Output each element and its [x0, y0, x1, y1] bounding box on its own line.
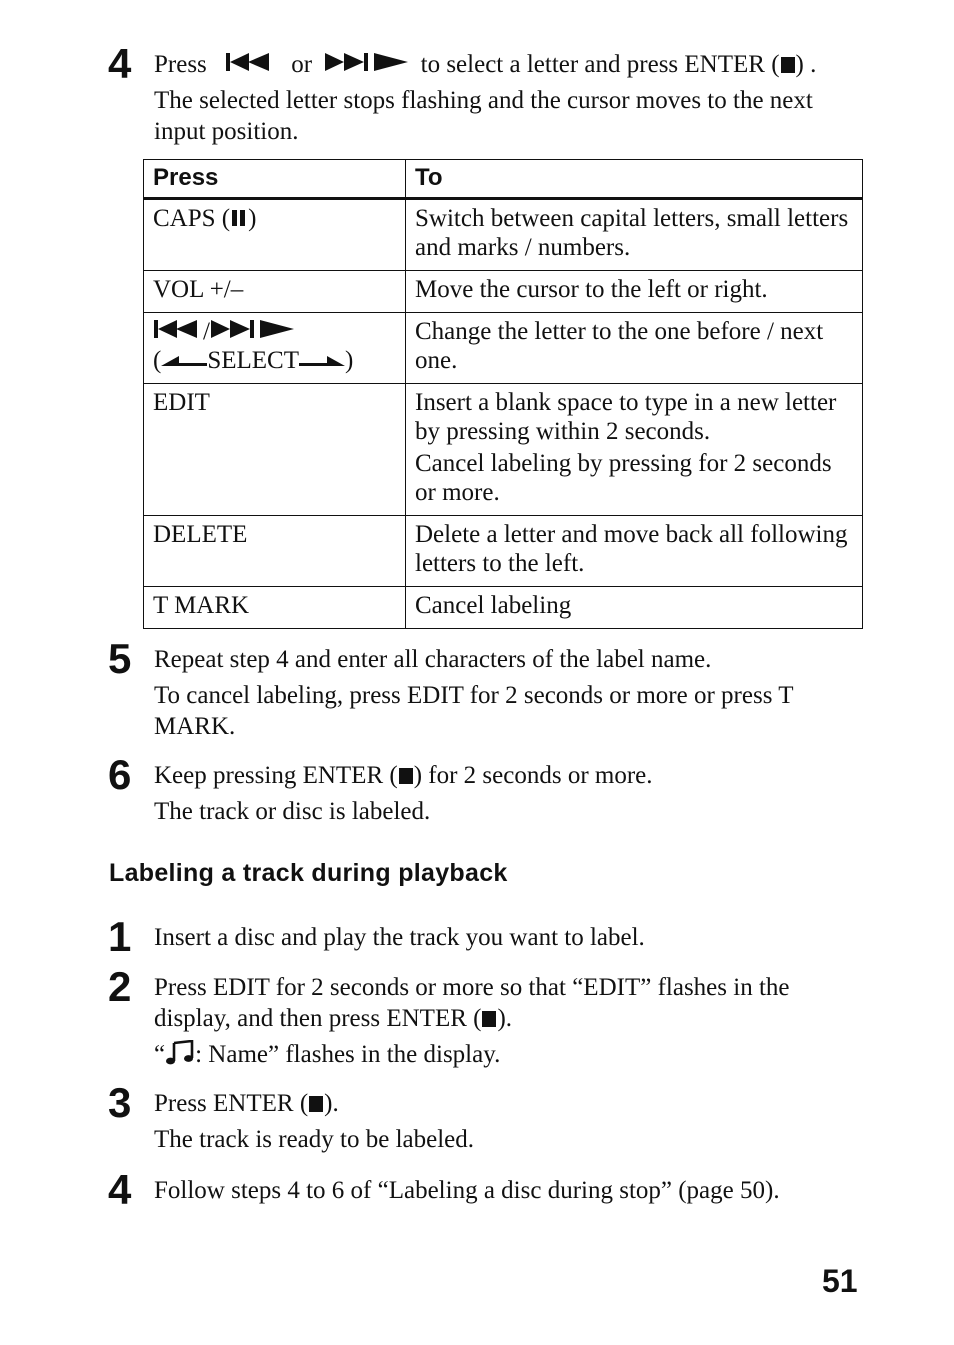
step-text: To cancel labeling, press EDIT for 2 seconds or more or press T MARK.	[154, 682, 794, 740]
step-number: 3	[108, 1079, 132, 1126]
press-cell: CAPS ( )	[144, 199, 406, 271]
table-row	[144, 313, 863, 384]
press-cell: VOL +/–	[144, 271, 406, 313]
step-number: 1	[108, 913, 132, 960]
table-row	[144, 271, 863, 313]
page-number: 51	[822, 1263, 858, 1299]
step-text: The track is ready to be labeled.	[154, 1126, 474, 1153]
header-press: Press	[144, 160, 406, 199]
step-number: 4	[108, 40, 132, 87]
step-text: Insert a disc and play the track you want to label.	[154, 924, 645, 951]
next-track-icon	[210, 319, 296, 339]
step-number: 5	[108, 635, 132, 682]
stop-icon	[309, 1096, 323, 1112]
press-cell: / ( SELECT )	[144, 313, 406, 384]
step-text: The track or disc is labeled.	[154, 798, 431, 825]
stop-icon	[781, 57, 795, 73]
to-cell: Move the cursor to the left or right.	[406, 271, 863, 313]
stop-icon	[399, 768, 413, 784]
to-cell: Change the letter to the one before / next one.	[406, 313, 863, 384]
step-number: 6	[108, 751, 132, 798]
step-text: Follow steps 4 to 6 of “Labeling a disc during stop” (page 50).	[154, 1177, 780, 1204]
section-heading: Labeling a track during playback	[109, 859, 508, 887]
table-row	[144, 516, 863, 587]
stop-icon	[482, 1011, 496, 1027]
step-text: Press EDIT for 2 seconds or more so that “EDIT” flashes in the display, and then press ENTER ( ).	[154, 974, 790, 1032]
arrow-right-icon	[299, 354, 345, 368]
table-row	[144, 587, 863, 629]
step-text: The selected letter stops flashing and the cursor moves to the next input position.	[154, 87, 813, 145]
press-cell: T MARK	[144, 587, 406, 629]
step-text: Press ENTER ( ).	[154, 1090, 339, 1117]
music-note-icon	[165, 1040, 195, 1066]
to-cell: Switch between capital letters, small letters and marks / numbers.	[406, 199, 863, 271]
next-track-icon	[324, 52, 410, 72]
to-cell: Cancel labeling	[406, 587, 863, 629]
header-to: To	[406, 160, 863, 199]
table-row	[144, 199, 863, 271]
press-cell: EDIT	[144, 384, 406, 516]
step-text: Press or to select a letter and press ENTER ( ) .	[154, 51, 817, 78]
table-header-row	[144, 160, 863, 199]
pause-icon	[230, 209, 248, 227]
previous-track-icon	[153, 319, 203, 339]
to-cell: Delete a letter and move back all following letters to the left.	[406, 516, 863, 587]
step-text: Repeat step 4 and enter all characters of the label name.	[154, 646, 712, 673]
step-number: 4	[108, 1166, 132, 1213]
arrow-left-icon	[161, 354, 207, 368]
previous-track-icon	[225, 52, 275, 72]
to-cell: Insert a blank space to type in a new letter by pressing within 2 seconds. Cancel labeling by pressing for 2 seconds or more.	[406, 384, 863, 516]
table-row	[144, 384, 863, 516]
step-text: Keep pressing ENTER ( ) for 2 seconds or more.	[154, 762, 653, 789]
step-number: 2	[108, 963, 132, 1010]
press-cell: DELETE	[144, 516, 406, 587]
key-function-table	[143, 159, 863, 629]
step-text: “ : Name” flashes in the display.	[154, 1041, 501, 1068]
